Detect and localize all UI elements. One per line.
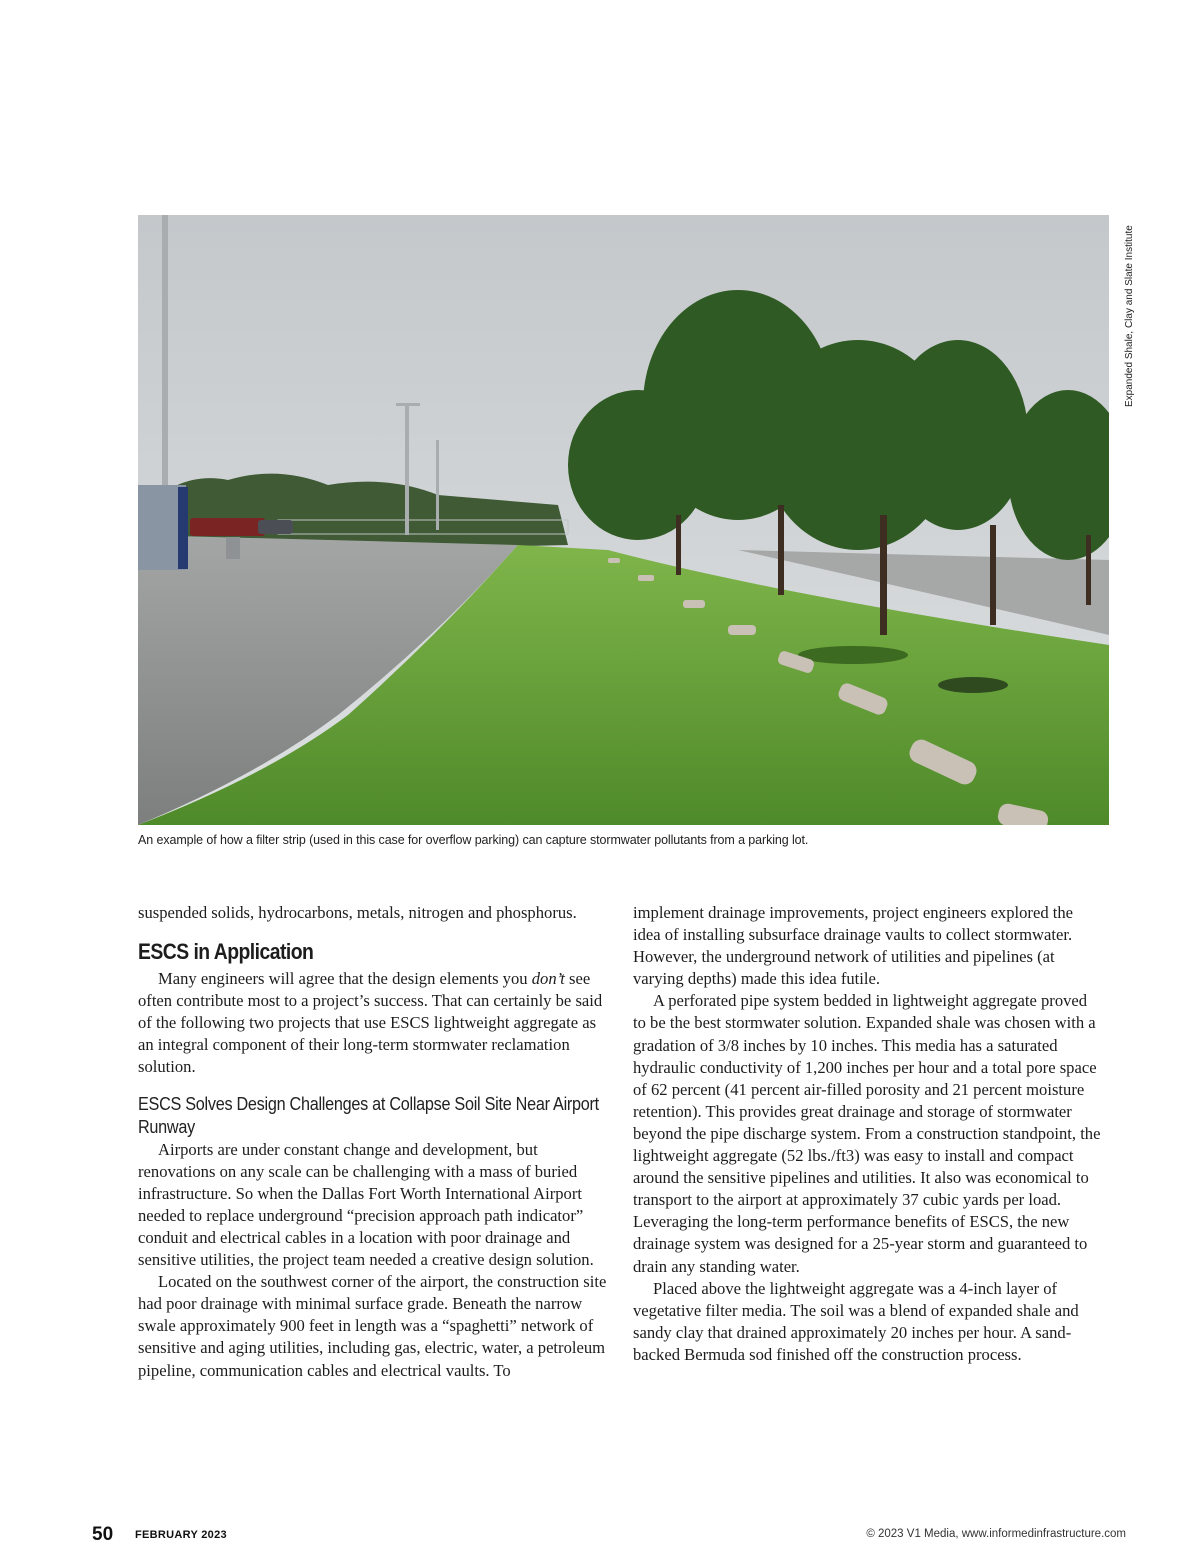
paragraph: suspended solids, hydrocarbons, metals, nitrogen and phosphorus. xyxy=(138,903,577,922)
paragraph: Placed above the lightweight aggregate was a 4-inch layer of vegetative filter media. The soil was a blend of expanded shale and sandy clay that drained approximately 20 inches per hour. A sand-backed Bermuda sod finished off the construction process. xyxy=(633,1278,1079,1364)
page-number: 50 xyxy=(92,1524,114,1545)
copyright-notice: © 2023 V1 Media, www.informedinfrastructure.com xyxy=(866,1528,1126,1540)
subsection-heading: ESCS Solves Design Challenges at Collapse Soil Site Near Airport Runway xyxy=(138,1093,599,1137)
paragraph: implement drainage improvements, project engineers explored the idea of installing subsurface drainage vaults to collect stormwater. However, the underground network of utilities and pipelines (at varying depths) made this idea futile. xyxy=(633,903,1074,989)
section-heading: ESCS in Application xyxy=(138,939,314,965)
issue-date: FEBRUARY 2023 xyxy=(135,1529,227,1541)
emphasis-text: don’t xyxy=(531,969,565,989)
paragraph: A perforated pipe system bedded in lightweight aggregate proved to be the best stormwater solution. Expanded shale was chosen with a gradation of 3/8 inches by 10 inches. This media has a saturated hydraulic conductivity of 1,200 inches per hour and a total pore space of 62 percent (41 percent air-filled porosity and 21 percent moisture retention). This provides great drainage and storage of stormwater beyond the pipe discharge system. From a construction standpoint, the lightweight aggregate (52 lbs./ft3) was easy to install and compact around the sensitive pipelines and utilities. It also was economical to transport to the airport at approximately 37 cubic yards per load. Leveraging the long-term performance benefits of ESCS, the new drainage system was designed for a 25-year storm and guaranteed to drain any standing water. xyxy=(633,991,1101,1276)
photo-caption: An example of how a filter strip (used in this case for overflow parking) can capture stormwater pollutants from a parking lot. xyxy=(138,833,809,847)
filter-strip-photo xyxy=(138,215,1109,825)
paragraph: Airports are under constant change and development, but renovations on any scale can be challenging with a mass of buried infrastructure. So when the Dallas Fort Worth International Airport needed to replace underground “precision approach path indicator” conduit and electrical cables in a location with poor drainage and sensitive utilities, the project team needed a creative design solution. xyxy=(138,1139,594,1270)
paragraph-text: see often contribute most to a project’s success. That can certainly be said of the following two projects that use ESCS lightweight aggregate as an integral component of their long-term stormwater reclamation solution. xyxy=(138,969,603,1077)
article-photo xyxy=(138,215,1109,825)
paragraph: Located on the southwest corner of the airport, the construction site had poor drainage with minimal surface grade. Beneath the narrow swale approximately 900 feet in length was a “spaghetti” network of sensitive and aging utilities, including gas, electric, water, a petroleum pipeline, communication cables and electrical vaults. To xyxy=(138,1272,607,1380)
paragraph-text: Many engineers will agree that the design elements you xyxy=(158,969,532,989)
article-column-right xyxy=(633,902,1103,1366)
paragraph xyxy=(138,968,608,1078)
photo-credit-text: Expanded Shale, Clay and Slate Institute xyxy=(1124,225,1135,407)
article-column-left xyxy=(138,902,608,1382)
